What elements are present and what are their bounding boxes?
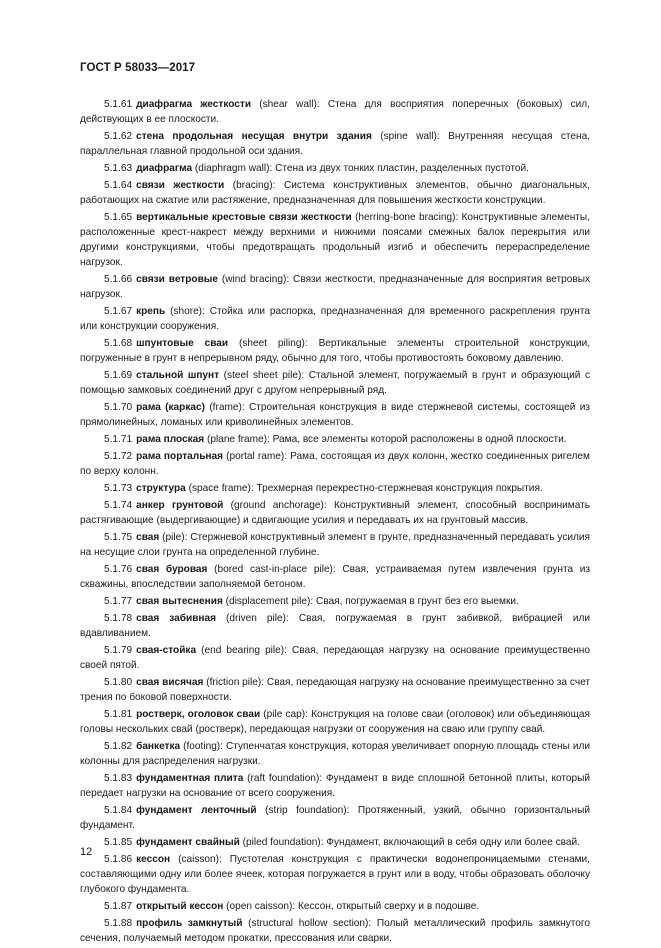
entry-number: 5.1.66	[104, 274, 133, 285]
definition-entry	[80, 432, 590, 447]
entry-english-term: (herring-bone bracing)	[351, 212, 456, 223]
entry-english-term: (footing)	[180, 741, 221, 752]
entry-term: свая вытеснения	[136, 596, 223, 607]
entry-english-term: (end bearing pile)	[196, 645, 285, 656]
entry-term: связи жесткости	[136, 180, 225, 191]
entry-term: банкетка	[136, 741, 181, 752]
definition-entry	[80, 449, 590, 479]
entry-definition: : Строительная конструкция в виде стержневой системы, состоящей из прямолинейных, ломаных или криволинейных элементов.	[80, 402, 590, 428]
entry-term: структура	[136, 483, 186, 494]
entry-english-term: (bracing)	[224, 180, 273, 191]
entry-english-term: (frame)	[204, 402, 242, 413]
entry-term: открытый кессон	[136, 901, 224, 912]
definition-entry	[80, 368, 590, 398]
entry-definition: : Стойка или распорка, предназначенная для временного раскрепления грунта или конструкции сооружения.	[80, 306, 590, 332]
entry-definition: : Ступенчатая конструкция, которая увеличивает опорную площадь стены или колонны для распределения нагрузки.	[80, 741, 590, 767]
entry-term: свая висячая	[136, 677, 204, 688]
entry-definition: : Фундамент, включающий в себя одну или более свай.	[320, 837, 580, 848]
entry-number: 5.1.73	[104, 483, 133, 494]
definition-entry	[80, 835, 590, 850]
definition-entry	[80, 97, 590, 127]
entry-english-term: (structural hollow section)	[242, 918, 369, 929]
entry-definition: : Рама, состоящая из двух колонн, жестко соединенных ригелем по верху колонн.	[80, 451, 590, 477]
entry-definition: : Свая, устраиваемая путем извлечения грунта из скважины, впоследствии заполняемой бетоном.	[80, 564, 591, 590]
entry-term: фундаментная плита	[136, 773, 244, 784]
entry-number: 5.1.61	[104, 99, 133, 110]
entry-number: 5.1.87	[104, 901, 133, 912]
entry-english-term: (caisson)	[170, 854, 220, 865]
entry-english-term: (pile)	[159, 532, 185, 543]
entry-definition: : Пустотелая конструкция с практически водонепроницаемыми стенами, составляющими одну или более ячеек, которая погружается в грунт или в воду, чтобы образовать оболочку глубокого фундамента.	[80, 854, 590, 895]
entry-number: 5.1.82	[104, 741, 133, 752]
entry-definition: : Внутренняя несущая стена, параллельная главной продольной оси здания.	[80, 131, 590, 157]
entry-english-term: (steel sheet pile)	[219, 370, 302, 381]
entry-term: стальной шпунт	[136, 370, 220, 381]
definitions-list	[80, 97, 590, 948]
definition-entry	[80, 852, 590, 897]
entry-english-term: (bored cast-in-place pile)	[207, 564, 333, 575]
entry-number: 5.1.74	[104, 500, 133, 511]
entry-english-term: (displacement pile)	[222, 596, 311, 607]
entry-english-term: (portal rame)	[223, 451, 285, 462]
definition-entry	[80, 129, 590, 159]
entry-number: 5.1.65	[104, 212, 133, 223]
definition-entry	[80, 481, 590, 496]
definition-entry	[80, 899, 590, 914]
entry-english-term: (ground anchorage)	[223, 500, 324, 511]
entry-definition: : Стальной элемент, погружаемый в грунт и образующий с помощью замковых соединений друг с другом непрерывный ряд.	[80, 370, 590, 396]
entry-number: 5.1.75	[104, 532, 133, 543]
entry-number: 5.1.64	[104, 180, 133, 191]
definition-entry	[80, 771, 590, 801]
definition-entry	[80, 916, 590, 946]
entry-term: связи ветровые	[136, 274, 219, 285]
entry-english-term: (friction pile)	[203, 677, 262, 688]
definition-entry	[80, 562, 590, 592]
entry-number: 5.1.88	[104, 918, 133, 929]
definition-entry	[80, 707, 590, 737]
definition-entry	[80, 178, 590, 208]
entry-number: 5.1.76	[104, 564, 133, 575]
entry-number: 5.1.81	[104, 709, 133, 720]
entry-term: вертикальные крестовые связи жесткости	[136, 212, 352, 223]
entry-number: 5.1.70	[104, 402, 133, 413]
entry-english-term: (shore)	[165, 306, 203, 317]
entry-english-term: (pile cap)	[260, 709, 306, 720]
entry-english-term: (sheet piling)	[228, 338, 305, 349]
entry-definition: : Вертикальные элементы строительной конструкции, погруженные в грунт в непрерывном ряду, обычно для того, чтобы противостоять боковому давлению.	[80, 338, 591, 364]
entry-term: рама плоская	[136, 434, 205, 445]
entry-english-term: (raft foundation)	[243, 773, 320, 784]
entry-term: диафрагма жесткости	[136, 99, 252, 110]
entry-number: 5.1.69	[104, 370, 133, 381]
entry-english-term: (shear wall)	[251, 99, 317, 110]
entry-term: стена продольная несущая внутри здания	[136, 131, 372, 142]
definition-entry	[80, 611, 590, 641]
entry-number: 5.1.77	[104, 596, 133, 607]
entry-term: шпунтовые сваи	[136, 338, 229, 349]
definition-entry	[80, 530, 590, 560]
entry-number: 5.1.83	[104, 773, 133, 784]
definition-entry	[80, 336, 590, 366]
entry-definition: : Рама, все элементы которой расположены в одной плоскости.	[267, 434, 567, 445]
entry-definition: : Конструкция на голове сваи (оголовок) или объединяющая головы нескольких свай (ростверк), передающая нагрузки от сооружения на сваю или группу свай.	[80, 709, 591, 735]
entry-definition: : Свая, погружаемая в грунт забивкой, вибрацией или вдавливанием.	[80, 613, 590, 639]
entry-english-term: (open caisson)	[223, 901, 293, 912]
entry-english-term: (driven pile)	[216, 613, 286, 624]
entry-number: 5.1.79	[104, 645, 133, 656]
entry-english-term: (strip foundation)	[256, 805, 347, 816]
definition-entry	[80, 643, 590, 673]
entry-definition: : Стена для восприятия поперечных (боковых) сил, действующих в ее плоскости.	[80, 99, 590, 125]
definition-entry	[80, 803, 590, 833]
entry-term: кессон	[136, 854, 171, 865]
entry-number: 5.1.63	[104, 163, 133, 174]
entry-number: 5.1.72	[104, 451, 133, 462]
entry-number: 5.1.86	[104, 854, 133, 865]
entry-english-term: (space frame)	[185, 483, 251, 494]
entry-definition: : Стена из двух тонких пластин, разделенных пустотой.	[269, 163, 529, 174]
definition-entry	[80, 498, 590, 528]
entry-term: профиль замкнутый	[136, 918, 243, 929]
definition-entry	[80, 675, 590, 705]
entry-definition: : Кессон, открытый сверху и в подошве.	[292, 901, 480, 912]
entry-term: свая забивная	[136, 613, 217, 624]
entry-english-term: (plane frame)	[204, 434, 268, 445]
entry-term: фундамент свайный	[136, 837, 240, 848]
definition-entry	[80, 161, 590, 176]
entry-term: фундамент ленточный	[136, 805, 257, 816]
entry-term: рама портальная	[136, 451, 223, 462]
entry-term: ростверк, оголовок сваи	[136, 709, 261, 720]
entry-english-term: (piled foundation)	[239, 837, 321, 848]
entry-number: 5.1.62	[104, 131, 133, 142]
entry-definition: : Протяженный, узкий, обычно горизонтальный фундамент.	[80, 805, 590, 831]
definition-entry	[80, 400, 590, 430]
definition-entry	[80, 210, 590, 270]
entry-definition: : Стержневой конструктивный элемент в грунте, предназначенный передавать усилия на несущие слои грунта на определенной глубине.	[80, 532, 591, 558]
definition-entry	[80, 272, 590, 302]
entry-definition: : Свая, погружаемая в грунт без его выемки.	[310, 596, 519, 607]
entry-english-term: (wind bracing)	[218, 274, 287, 285]
entry-number: 5.1.78	[104, 613, 133, 624]
entry-definition: : Полый металлический профиль замкнутого сечения, получаемый методом прокатки, прессования или сварки.	[80, 918, 590, 944]
entry-term: крепь	[136, 306, 166, 317]
definition-entry	[80, 739, 590, 769]
entry-term: свая буровая	[136, 564, 208, 575]
entry-definition: : Трехмерная перекрестно-стержневая конструкция покрытия.	[250, 483, 543, 494]
entry-number: 5.1.68	[104, 338, 133, 349]
entry-term: диафрагма	[136, 163, 193, 174]
entry-term: свая	[136, 532, 160, 543]
entry-number: 5.1.84	[104, 805, 133, 816]
page-number: 12	[80, 846, 93, 858]
definition-entry	[80, 304, 590, 334]
entry-definition: : Конструктивные элементы, расположенные крест-накрест между верхними и нижними поясами смежных балок перекрытия или другими конструкциями, чтобы предотвращать продольный изгиб и обеспечить перераспределение нагрузок.	[80, 212, 590, 268]
entry-definition: : Свая, передающая нагрузку на основание преимущественно своей пятой.	[80, 645, 590, 671]
entry-definition: : Фундамент в виде сплошной бетонной плиты, который передает нагрузки на основание от всего сооружения.	[80, 773, 591, 799]
entry-definition: : Связи жесткости, предназначенные для восприятия ветровых нагрузок.	[80, 274, 590, 300]
entry-term: свая-стойка	[136, 645, 197, 656]
document-header: ГОСТ Р 58033—2017	[80, 62, 196, 74]
entry-number: 5.1.80	[104, 677, 133, 688]
entry-definition: : Свая, передающая нагрузку на основание преимущественно за счет трения по боковой поверхности.	[80, 677, 590, 703]
entry-term: рама (каркас)	[136, 402, 205, 413]
definition-entry	[80, 594, 590, 609]
entry-number: 5.1.71	[104, 434, 133, 445]
entry-term: анкер грунтовой	[136, 500, 224, 511]
entry-english-term: (diaphragm wall)	[192, 163, 270, 174]
entry-number: 5.1.85	[104, 837, 133, 848]
entry-definition: : Система конструктивных элементов, обычно диагональных, работающих на сжатие или растяжение, предназначенная для повышения жесткости конструкции.	[80, 180, 590, 206]
entry-definition: : Конструктивный элемент, способный воспринимать растягивающие (выдергивающие) и сдвигающие усилия и передавать их на грунтовый массив.	[80, 500, 591, 526]
entry-number: 5.1.67	[104, 306, 133, 317]
entry-english-term: (spine wall)	[371, 131, 437, 142]
